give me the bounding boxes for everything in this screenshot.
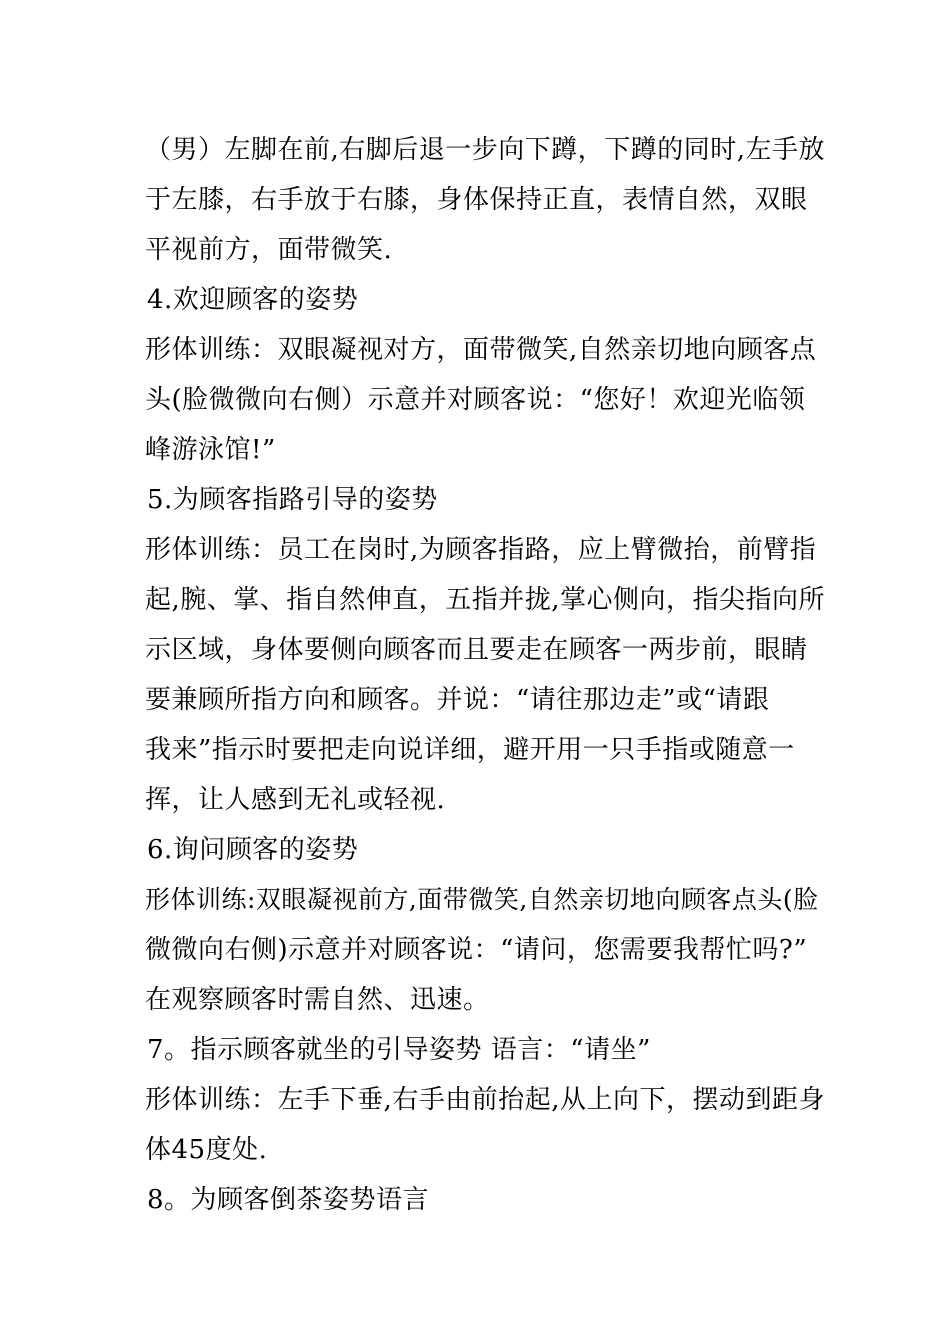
text-line: 在观察顾客时需自然、迅速。: [145, 985, 490, 1015]
text-line: 形体训练：员工在岗时,为顾客指路，应上臂微抬，前臂指: [145, 535, 817, 565]
text-line: 形体训练：双眼凝视对方，面带微笑,自然亲切地向顾客点: [145, 335, 817, 365]
text-line: 挥，让人感到无礼或轻视.: [145, 785, 446, 815]
text-line: 平视前方，面带微笑.: [145, 235, 393, 265]
text-line: 起,腕、掌、指自然伸直，五指并拢,掌心侧向，指尖指向所: [145, 585, 826, 615]
text-line: 头(脸微微向右侧）示意并对顾客说：“您好！欢迎光临领: [145, 385, 806, 415]
text-line: 我来”指示时要把走向说详细，避开用一只手指或随意一: [145, 735, 795, 765]
text-line: 要兼顾所指方向和顾客。并说：“请往那边走”或“请跟: [145, 685, 770, 715]
text-line: 形体训练：左手下垂,右手由前抬起,从上向下，摆动到距身: [145, 1085, 826, 1115]
text-line: 微微向右侧)示意并对顾客说：“请问，您需要我帮忙吗?”: [145, 935, 808, 965]
text-line: 示区域，身体要侧向顾客而且要走在顾客一两步前，眼睛: [145, 635, 808, 665]
section-heading: 4.欢迎顾客的姿势: [147, 285, 359, 315]
text-line: 于左膝，右手放于右膝，身体保持正直，表情自然，双眼: [145, 185, 808, 215]
section-heading: 7。指示顾客就坐的引导姿势 语言：“请坐”: [147, 1035, 651, 1065]
section-heading: 6.询问顾客的姿势: [147, 835, 359, 865]
section-heading: 8。为顾客倒茶姿势语言: [147, 1185, 430, 1215]
section-heading: 5.为顾客指路引导的姿势: [147, 485, 438, 515]
text-line: 形体训练:双眼凝视前方,面带微笑,自然亲切地向顾客点头(脸: [145, 885, 819, 914]
text-line: 峰游泳馆!”: [145, 435, 276, 465]
text-line: 体45度处.: [145, 1135, 268, 1165]
text-line: （男）左脚在前,右脚后退一步向下蹲，下蹲的同时,左手放: [145, 135, 826, 165]
